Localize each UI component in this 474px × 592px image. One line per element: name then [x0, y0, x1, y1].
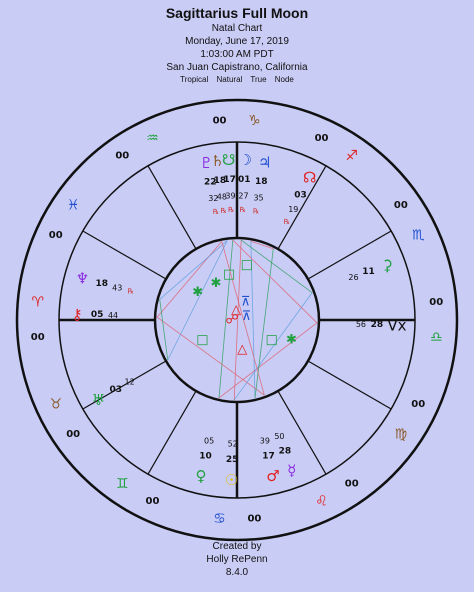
cusp-sign-icon: ♎	[429, 329, 443, 346]
jupiter-minute: 35	[253, 193, 264, 203]
venus-degree: 10	[199, 451, 212, 462]
south-node-retrograde: ℞	[228, 206, 235, 215]
cusp-sign-icon: ♒	[146, 130, 159, 147]
cusp-sign-icon: ♈	[31, 294, 45, 311]
aspect-glyph: □	[240, 257, 253, 273]
neptune-icon: ♆	[75, 269, 90, 288]
moon-retrograde: ℞	[239, 206, 246, 215]
mercury-icon: ☿	[287, 461, 297, 480]
cusp-degree-label: 00	[314, 133, 329, 145]
sun-icon: ☉	[224, 470, 239, 489]
neptune-minute: 43	[112, 283, 123, 293]
venus-minute: 05	[204, 436, 215, 446]
pluto-retrograde: ℞	[212, 208, 220, 217]
cusp-degree-label: 00	[247, 513, 262, 525]
mars-degree: 17	[262, 451, 275, 462]
moon-minute: 27	[238, 191, 249, 201]
pluto-icon: ♇	[199, 153, 214, 172]
cusp-degree-label: 00	[145, 495, 160, 507]
mars-minute: 39	[259, 436, 270, 446]
south-node-minute: 39	[225, 191, 236, 201]
north-node-degree: 03	[294, 190, 307, 201]
north-node-minute: 19	[288, 205, 299, 215]
chart-subtitle: Natal Chart	[211, 23, 263, 34]
cusp-sign-icon: ♊	[116, 475, 129, 492]
footer-version: 8.4.0	[225, 567, 249, 578]
pluto-minute: 32	[208, 193, 219, 203]
footer-created: Created by	[212, 541, 262, 552]
cusp-degree-label: 00	[48, 229, 63, 241]
aspect-glyph: ⊼	[240, 294, 251, 310]
uranus-minute: 12	[124, 377, 135, 387]
vertex-icon: Vx	[387, 316, 407, 335]
mercury-degree: 28	[278, 446, 292, 457]
cusp-degree-label: 00	[411, 399, 426, 411]
chiron-minute: 44	[107, 311, 119, 321]
neptune-degree: 18	[95, 278, 109, 289]
node-type: Natural True Node	[216, 75, 294, 84]
cusp-degree-label: 00	[212, 115, 227, 127]
south-node-icon: ☋	[221, 151, 236, 170]
cusp-degree-label: 00	[393, 199, 408, 211]
sun-minute: 52	[227, 439, 238, 449]
aspect-glyph: □	[265, 332, 278, 348]
cusp-degree-label: 00	[115, 150, 130, 162]
aspect-glyph: □	[222, 267, 236, 283]
chart-time: 1:03:00 AM PDT	[200, 49, 274, 60]
cusp-sign-icon: ♉	[49, 396, 63, 413]
aspect-glyph: □	[196, 332, 209, 348]
chiron-icon: ⚷	[71, 305, 83, 324]
aspect-glyph: ✱	[286, 332, 297, 348]
aspect-glyph: ✱	[192, 284, 204, 300]
cusp-degree-label: 00	[429, 297, 444, 309]
saturn-retrograde: ℞	[220, 206, 227, 215]
saturn-minute: 48	[216, 192, 227, 202]
north-node-icon: ☊	[302, 168, 317, 187]
cusp-sign-icon: ♐	[345, 148, 358, 165]
aspect-glyph: △	[231, 302, 242, 318]
ceres-icon: ⚳	[381, 256, 393, 275]
cusp-sign-icon: ♍	[394, 426, 408, 443]
cusp-sign-icon: ♓	[66, 197, 80, 214]
uranus-icon: ♅	[91, 391, 106, 409]
vertex-degree: 28	[370, 319, 384, 330]
mars-icon: ♂	[266, 466, 280, 485]
vertex-minute: 56	[355, 319, 367, 329]
uranus-degree: 03	[109, 385, 123, 395]
aspect-glyph: ⊼	[241, 309, 252, 325]
chart-title: Sagittarius Full Moon	[165, 5, 309, 21]
aspect-glyph: ☍	[225, 312, 239, 328]
sun-degree: 25	[225, 454, 239, 465]
saturn-degree: 18	[213, 176, 227, 187]
moon-degree: 01	[238, 175, 251, 186]
south-node-degree: 17	[223, 175, 236, 186]
cusp-sign-icon: ♋	[213, 511, 226, 528]
moon-icon: ☽	[238, 151, 253, 170]
ceres-minute: 26	[348, 273, 359, 283]
pluto-degree: 22	[204, 177, 217, 188]
chart-location: San Juan Capistrano, California	[166, 62, 308, 73]
aspect-glyph: ✱	[210, 276, 222, 292]
mercury-minute: 50	[274, 432, 285, 442]
ceres-degree: 11	[362, 267, 375, 278]
saturn-icon: ♄	[210, 152, 225, 171]
aspect-glyph: △	[237, 342, 248, 358]
jupiter-retrograde: ℞	[252, 207, 260, 216]
footer-author: Holly RePenn	[206, 554, 268, 565]
venus-icon: ♀	[195, 466, 207, 485]
north-node-retrograde: ℞	[283, 217, 291, 226]
jupiter-icon: ♃	[258, 153, 272, 172]
jupiter-degree: 18	[255, 177, 268, 188]
cusp-sign-icon: ♌	[315, 493, 328, 510]
chart-footer	[0, 540, 474, 579]
cusp-degree-label: 00	[344, 478, 359, 490]
chiron-degree: 05	[90, 310, 104, 321]
cusp-degree-label: 00	[66, 429, 81, 441]
neptune-retrograde: ℞	[127, 287, 134, 296]
cusp-degree-label: 00	[30, 331, 45, 343]
chart-date: Monday, June 17, 2019	[185, 36, 289, 47]
zodiac-type: Tropical	[180, 75, 209, 84]
cusp-sign-icon: ♏	[411, 227, 425, 244]
cusp-sign-icon: ♑	[248, 112, 261, 129]
